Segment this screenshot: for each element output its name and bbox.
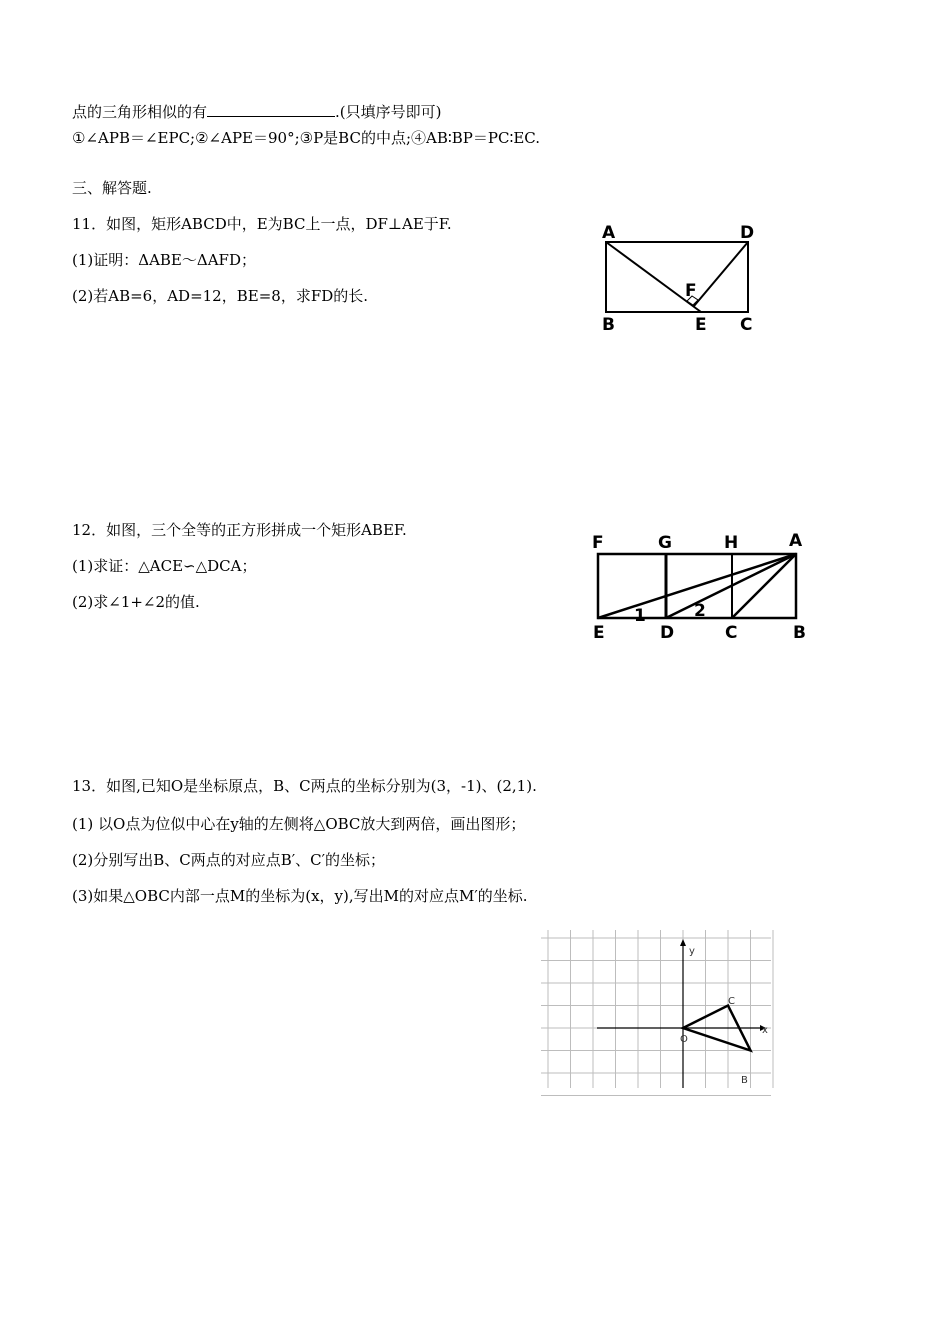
- point-b-label: B: [741, 1075, 748, 1086]
- segment-df: [694, 242, 748, 306]
- label-d: D: [740, 223, 755, 243]
- x-axis-label: x: [762, 1025, 768, 1036]
- label-a: A: [602, 223, 616, 243]
- q11-figure: [590, 220, 770, 335]
- q12-stem: 12．如图，三个全等的正方形拼成一个矩形ABEF.: [72, 521, 407, 539]
- grid-lines: [541, 930, 773, 1096]
- q13-part1: (1) 以O点为位似中心在y轴的左侧将△OBC放大到两倍，画出图形；: [72, 815, 526, 833]
- q13-coordinate-grid: [538, 928, 778, 1090]
- q12-part1: (1)求证：△ACE∽△DCA；: [72, 557, 257, 575]
- q10-tail-note: .(只填序号即可): [335, 103, 442, 121]
- section-title: 三、解答题.: [72, 179, 152, 197]
- y-axis-arrow: [680, 939, 686, 946]
- q10-tail-line: [72, 102, 442, 122]
- q13-part3: (3)如果△OBC内部一点M的坐标为(x，y),写出M的对应点M′的坐标.: [72, 887, 528, 905]
- label-c: C: [725, 623, 738, 643]
- label-g: G: [658, 533, 672, 553]
- q10-tail-text: 点的三角形相似的有: [72, 103, 208, 121]
- label-e: E: [695, 315, 707, 335]
- label-f: F: [685, 281, 697, 301]
- y-axis-label: y: [689, 946, 695, 957]
- q11-part1: (1)证明：ΔABE～ΔAFD；: [72, 251, 256, 269]
- angle-2-label: 2: [694, 601, 706, 621]
- q12-figure: [588, 532, 818, 644]
- label-e: E: [593, 623, 605, 643]
- label-d: D: [660, 623, 675, 643]
- origin-label: O: [680, 1034, 688, 1045]
- label-a: A: [789, 531, 803, 551]
- q11-stem: 11．如图，矩形ABCD中，E为BC上一点，DF⊥AE于F.: [72, 215, 452, 233]
- label-c: C: [740, 315, 753, 335]
- label-b: B: [793, 623, 806, 643]
- point-c-label: C: [728, 996, 735, 1007]
- rect-abcd: [606, 242, 748, 312]
- q13-stem: 13．如图,已知O是坐标原点，B、C两点的坐标分别为(3，-1)、(2,1).: [72, 777, 537, 795]
- angle-1-label: 1: [634, 606, 646, 626]
- q11-part2: (2)若AB=6，AD=12，BE=8，求FD的长.: [72, 287, 369, 305]
- label-h: H: [724, 533, 739, 553]
- label-b: B: [602, 315, 615, 335]
- q12-part2: (2)求∠1+∠2的值.: [72, 593, 200, 611]
- segment-ae: [606, 242, 701, 312]
- q13-part2: (2)分别写出B、C两点的对应点B′、C′的坐标；: [72, 851, 386, 869]
- q10-options: ①∠APB＝∠EPC;②∠APE＝90°;③P是BC的中点;④AB∶BP＝PC∶EC.: [72, 129, 541, 147]
- answer-blank[interactable]: [207, 102, 335, 117]
- label-f: F: [592, 533, 604, 553]
